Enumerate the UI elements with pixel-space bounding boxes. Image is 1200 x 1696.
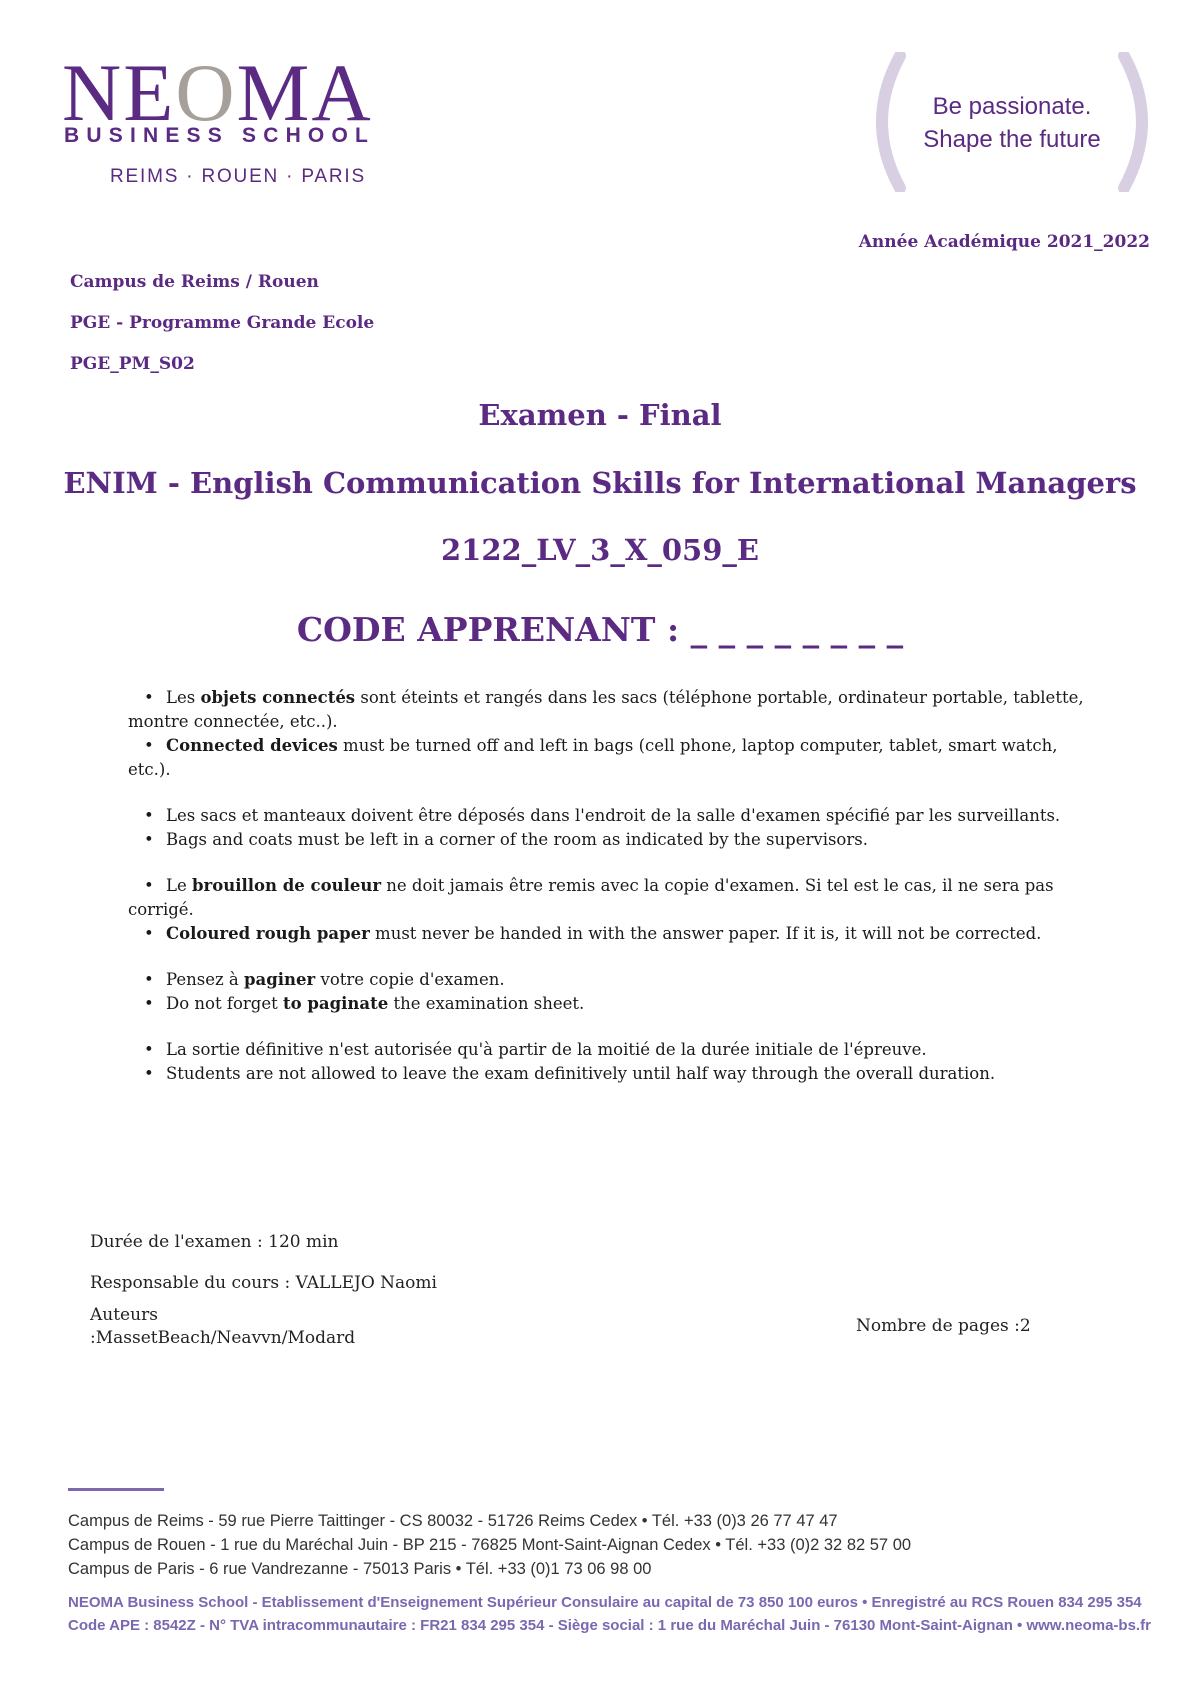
rule-group [128,968,1088,1016]
program-label: PGE - Programme Grande Ecole [70,313,375,333]
tagline-text [862,90,1162,156]
course-responsible: Responsable du cours : VALLEJO Naomi [90,1273,437,1293]
rule-group [128,1038,1088,1086]
authors-label: Auteurs [90,1305,158,1325]
campus-label: Campus de Reims / Rouen [70,272,319,292]
learner-code: CODE APPRENANT : _ _ _ _ _ _ _ _ [296,610,904,649]
rule-item-en: • Do not forget to paginate the examination sheet. [128,992,1088,1016]
rule-item-en: • Connected devices must be turned off and left in bags (cell phone, laptop computer, tablet, smart watch, etc.). [128,734,1088,782]
neoma-logo [62,47,422,192]
footer-legal-line-2: Code APE : 8542Z - N° TVA intracommunautaire : FR21 834 295 354 - Siège social : 1 rue du Maréchal Juin - 76130 Mont-Saint-Aignan • www.neoma-bs.fr [68,1617,1151,1634]
tagline [862,52,1162,192]
rule-item-fr: • Les objets connectés sont éteints et rangés dans les sacs (téléphone portable, ordinateur portable, tablette, montre connectée, etc..). [128,686,1088,734]
rule-item-fr: • Le brouillon de couleur ne doit jamais être remis avec la copie d'examen. Si tel est le cas, il ne sera pas corrigé. [128,874,1088,922]
footer-address-rouen: Campus de Rouen - 1 rue du Maréchal Juin - BP 215 - 76825 Mont-Saint-Aignan Cedex • Tél. +33 (0)2 32 82 57 00 [68,1536,912,1554]
footer-address-reims: Campus de Reims - 59 rue Pierre Taittinger - CS 80032 - 51726 Reims Cedex • Tél. +33 (0)3 26 77 47 47 [68,1512,838,1530]
exam-duration: Durée de l'examen : 120 min [90,1232,339,1252]
authors-value: :MassetBeach/Neavvn/Modard [90,1328,356,1348]
program-code: PGE_PM_S02 [70,354,195,374]
footer-address-paris: Campus de Paris - 6 rue Vandrezanne - 75013 Paris • Tél. +33 (0)1 73 06 98 00 [68,1560,652,1578]
footer-divider [68,1488,164,1491]
rule-item-en: • Students are not allowed to leave the exam definitively until half way through the overall duration. [128,1062,1088,1086]
footer-legal-line-1: NEOMA Business School - Etablissement d'Enseignement Supérieur Consulaire au capital de 73 850 100 euros • Enregistré au RCS Rouen 834 295 354 [68,1594,1142,1611]
rule-group [128,804,1088,852]
rule-group [128,874,1088,946]
course-title: ENIM - English Communication Skills for International Managers [63,466,1137,500]
rule-group [128,686,1088,782]
rule-item-fr: • Les sacs et manteaux doivent être déposés dans l'endroit de la salle d'examen spécifié par les surveillants. [128,804,1088,828]
rule-item-fr: • Pensez à paginer votre copie d'examen. [128,968,1088,992]
page-count: Nombre de pages :2 [856,1316,1031,1336]
rule-item-en: • Bags and coats must be left in a corner of the room as indicated by the supervisors. [128,828,1088,852]
logo-cities: REIMS · ROUEN · PARIS [110,166,366,187]
course-code: 2122_LV_3_X_059_E [441,533,759,567]
exam-title: Examen - Final [478,398,722,432]
tagline-line-1: Be passionate. [932,93,1092,120]
rule-item-en: • Coloured rough paper must never be handed in with the answer paper. If it is, it will not be corrected. [128,922,1088,946]
academic-year: Année Académique 2021_2022 [858,232,1150,252]
tagline-line-2: Shape the future [923,126,1101,153]
logo-subtitle: BUSINESS SCHOOL [64,124,376,147]
rule-item-fr: • La sortie définitive n'est autorisée qu'à partir de la moitié de la durée initiale de l'épreuve. [128,1038,1088,1062]
logo-wordmark: NEOMA [62,47,373,138]
exam-rules [128,686,1088,1108]
